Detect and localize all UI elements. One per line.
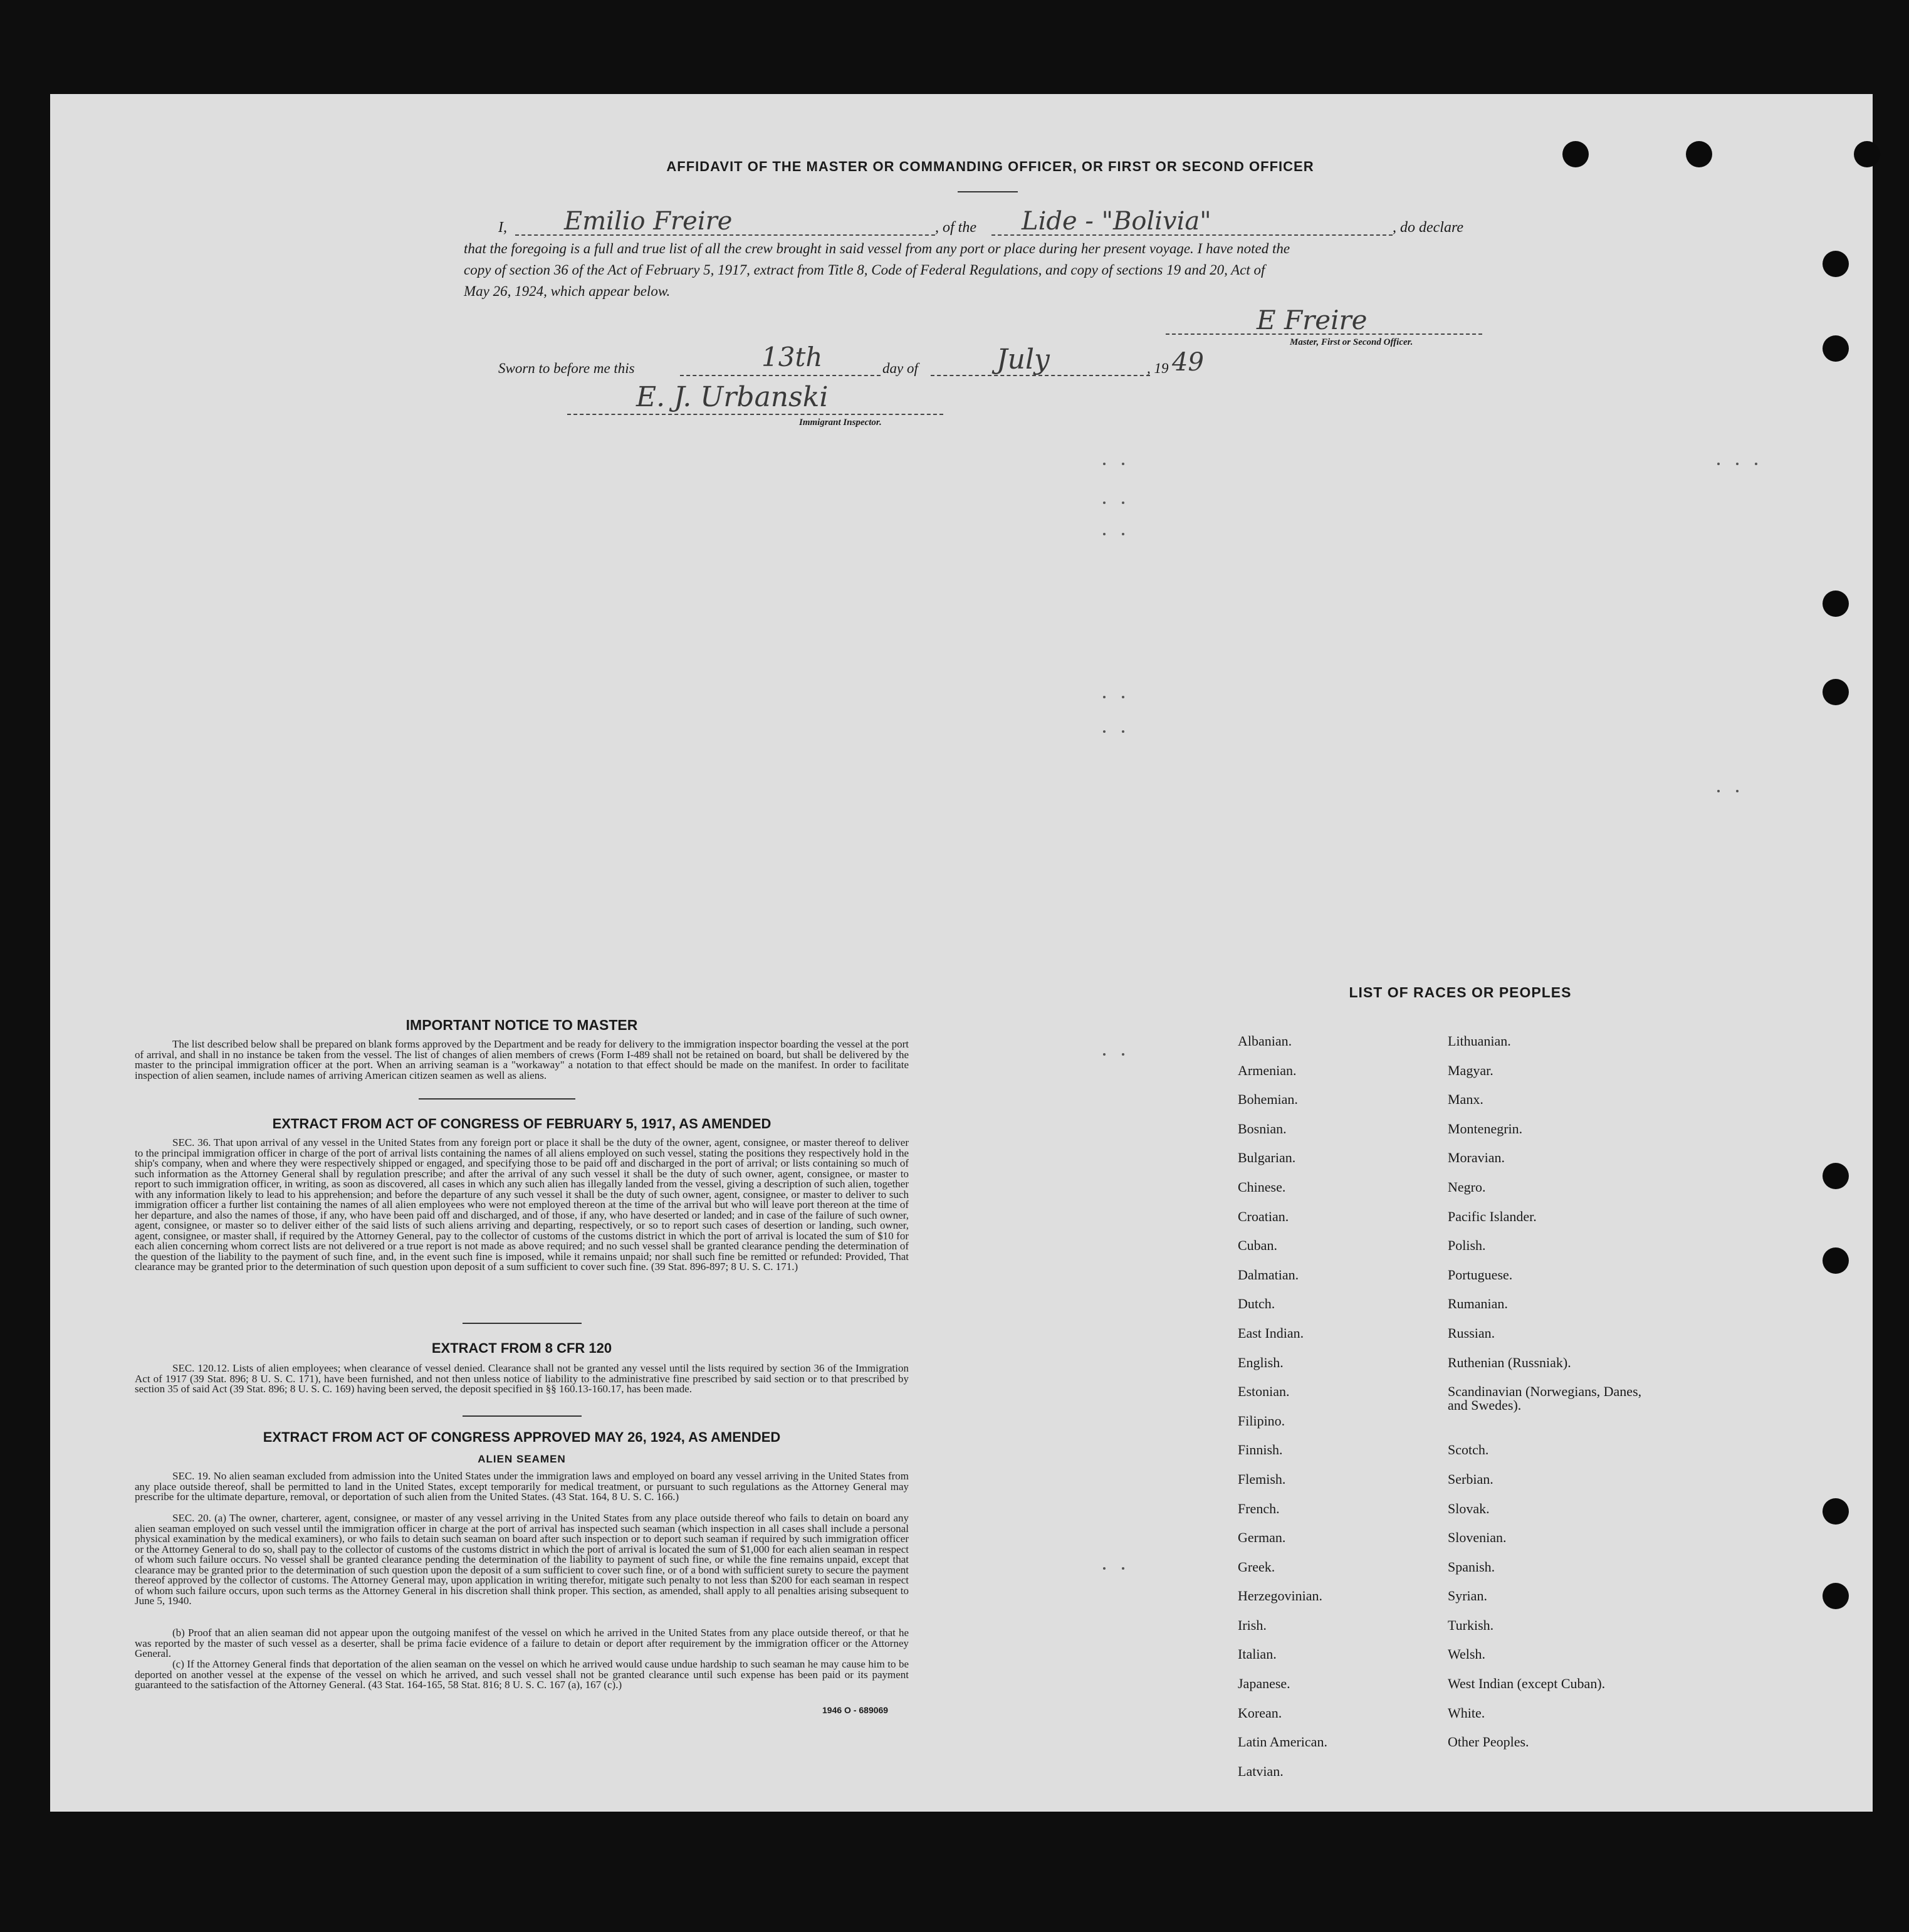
people-item: French. bbox=[1238, 1500, 1280, 1516]
affidavit-title: AFFIDAVIT OF THE MASTER OR COMMANDING OFFICER, OR FIRST OR SECOND OFFICER bbox=[666, 159, 1314, 174]
people-item: Finnish. bbox=[1238, 1442, 1283, 1458]
people-item: Turkish. bbox=[1448, 1617, 1494, 1633]
extract-cfr-body: SEC. 120.12. Lists of alien employees; when clearance of vessel denied. Clearance shall not be granted any vessel until the lists required by section 36 of the Immigration Act of 1917 (39 Stat. 896; 8 U. S. C. 171), have been furnished, and not then unless notice of liability to the administrative fine prescribed by said section or to that prescribed by section 35 of said Act (39 Stat. 896; 8 U. S. C. 169) having been served, the deposit specified in §§ 160.13-160.17, has been made. bbox=[135, 1362, 909, 1395]
people-item: Estonian. bbox=[1238, 1383, 1290, 1400]
divider bbox=[463, 1415, 582, 1417]
affidavit-line1-suffix: , do declare bbox=[1393, 219, 1464, 236]
vessel-name-handwritten: Lide - "Bolivia" bbox=[1022, 207, 1211, 236]
people-item: Syrian. bbox=[1448, 1588, 1487, 1604]
people-item: Cuban. bbox=[1238, 1237, 1277, 1254]
people-item: Flemish. bbox=[1238, 1471, 1286, 1487]
affidavit-body-line1: that the foregoing is a full and true list of all the crew brought in said vessel from any port or place during her present voyage. I have noted the bbox=[464, 241, 1290, 256]
sworn-year-prefix: , 19 bbox=[1147, 360, 1169, 376]
punch-hole bbox=[1823, 1583, 1849, 1609]
people-item: Armenian. bbox=[1238, 1062, 1297, 1078]
extract-1924-sec20c: (c) If the Attorney General finds that deportation of the alien seaman on the vessel on which he arrived would cause undue hardship to such seaman he may cause him to be deported on another vessel at the expense of the vessel on which he arrived, and such vessel shall not be granted clearance until such expense has been paid or its payment guaranteed to the satisfaction of the Attorney General. (43 Stat. 164-165, 58 Stat. 816; 8 U. S. C. 167 (a), 167 (c).) bbox=[135, 1658, 909, 1691]
people-item: Lithuanian. bbox=[1448, 1033, 1511, 1049]
people-item: Rumanian. bbox=[1448, 1296, 1508, 1312]
peoples-column-2 bbox=[1448, 1034, 1655, 1765]
inspector-caption: Immigrant Inspector. bbox=[799, 417, 882, 428]
sworn-year-handwritten: 49 bbox=[1172, 348, 1204, 377]
people-item: Serbian. bbox=[1448, 1471, 1493, 1487]
people-item: Scotch. bbox=[1448, 1442, 1489, 1458]
people-item: Pacific Islander. bbox=[1448, 1208, 1537, 1224]
master-signature: E Freire bbox=[1257, 305, 1368, 335]
people-item: German. bbox=[1238, 1530, 1286, 1546]
affidavit-line1-prefix: I, bbox=[498, 219, 507, 236]
affidavit-body-line2: copy of section 36 of the Act of February 5, 1917, extract from Title 8, Code of Federal Regulations, and copy of sections 19 and 20, Act of bbox=[464, 262, 1265, 278]
sworn-day-of: day of bbox=[882, 360, 918, 376]
people-item: Magyar. bbox=[1448, 1062, 1493, 1078]
affidavit-line1-mid: , of the bbox=[935, 219, 976, 236]
extract-1924-sec20b: (b) Proof that an alien seaman did not appear upon the outgoing manifest of the vessel on which he arrived in the United States from any place outside thereof, or that he was reported by the master of such vessel as a deserter, shall be prima facie evidence of a failure to detain or deport after requirement by the immigration officer or the Attorney General. bbox=[135, 1627, 909, 1659]
extract-cfr-title: EXTRACT FROM 8 CFR 120 bbox=[431, 1340, 612, 1356]
people-item: White. bbox=[1448, 1704, 1485, 1721]
people-item: Scandinavian (Norwegians, Danes, and Swedes). bbox=[1448, 1383, 1642, 1414]
extract-1924-title: EXTRACT FROM ACT OF CONGRESS APPROVED MAY 26, 1924, AS AMENDED bbox=[263, 1429, 781, 1445]
master-name-handwritten: Emilio Freire bbox=[564, 207, 733, 236]
punch-hole bbox=[1823, 1247, 1849, 1274]
punch-hole bbox=[1854, 141, 1880, 167]
people-item: Negro. bbox=[1448, 1179, 1486, 1195]
inspector-signature: E. J. Urbanski bbox=[636, 381, 829, 413]
extract-1917-body: SEC. 36. That upon arrival of any vessel in the United States from any foreign port or place it shall be the duty of the owner, agent, consignee, or master thereof to deliver to the principal immigration officer in charge of the port of arrival lists containing the names of all aliens employed on such vessel, stating the positions they respectively hold in the ship's company, when and where they were respectively shipped or engaged, and specifying those to be paid off and discharged in the port of arrival; or lists containing so much of such information as the Attorney General shall by regulation prescribe; and after the arrival of any such vessel it shall be the duty of such owner, agent, consignee, or master to report to such immigration officer, in writing, as soon as discovered, all cases in which any such alien has illegally landed from the vessel, giving a description of such alien, together with any information likely to lead to his apprehension; and before the departure of any such vessel it shall be the duty of such owner, agent, consignee, or master to deliver to such immigration officer a further list containing the names of all alien employees who were not employed thereon at the time of the arrival but who will leave port thereon at the time of her departure, and also the names of those, if any, who have been paid off and discharged, and of those, if any, who have deserted or landed; and in case of the failure of such owner, agent, consignee, or master so to deliver either of the said lists of such aliens arriving and departing, respectively, or so to report such cases of desertion or landing, such owner, agent, consignee, or master shall, if required by the Attorney General, pay to the collector of customs of the customs district in which the port of arrival is located the sum of $10 for each alien concerning whom correct lists are not delivered or a true report is not made as above required; and no such vessel shall be granted clearance pending the determination of the question of the liability to the payment of such fine, and, in the event such fine is imposed, while it remains unpaid; nor shall such fine be remitted or refunded: Provided, That clearance may be granted prior to the determination of such question upon deposit of a sum sufficient to cover such fine. (39 Stat. 896-897; 8 U. S. C. 171.) bbox=[135, 1137, 909, 1273]
people-item: Japanese. bbox=[1238, 1676, 1290, 1692]
people-item: Portuguese. bbox=[1448, 1266, 1513, 1283]
people-item: Latin American. bbox=[1238, 1734, 1327, 1750]
punch-hole bbox=[1823, 591, 1849, 617]
punch-hole bbox=[1823, 335, 1849, 362]
extract-1917-title: EXTRACT FROM ACT OF CONGRESS OF FEBRUARY 5, 1917, AS AMENDED bbox=[272, 1116, 771, 1131]
punch-hole bbox=[1823, 679, 1849, 705]
peoples-title: LIST OF RACES OR PEOPLES bbox=[1349, 984, 1572, 1000]
punch-hole bbox=[1823, 1498, 1849, 1525]
people-item: Manx. bbox=[1448, 1091, 1483, 1108]
master-caption: Master, First or Second Officer. bbox=[1290, 337, 1413, 347]
people-item: Dalmatian. bbox=[1238, 1266, 1299, 1283]
people-item: Korean. bbox=[1238, 1704, 1282, 1721]
inspector-signature-line bbox=[567, 414, 943, 415]
divider bbox=[463, 1323, 582, 1324]
affidavit-body-line3: May 26, 1924, which appear below. bbox=[464, 283, 671, 299]
people-item: Filipino. bbox=[1238, 1412, 1285, 1429]
people-item: Slovenian. bbox=[1448, 1530, 1507, 1546]
divider bbox=[419, 1098, 575, 1100]
people-item: Welsh. bbox=[1448, 1646, 1485, 1662]
people-item: English. bbox=[1238, 1354, 1284, 1370]
people-item: Moravian. bbox=[1448, 1150, 1505, 1166]
sworn-month-handwritten: July bbox=[996, 344, 1050, 375]
notice-body: The list described below shall be prepared on blank forms approved by the Department and be ready for delivery to the immigration inspector boarding the vessel at the port of arrival, and shall in no instance be taken from the vessel. The list of changes of alien members of crews (Form I-489 shall not be retained on board, but shall be delivered by the master to the principal immigration officer at the port. When an arriving seaman is a "workaway" a notation to that effect should be made on the manifest. In order to facilitate inspection of alien seamen, include names of arriving American citizen seamen as well as aliens. bbox=[135, 1038, 909, 1081]
people-item: Italian. bbox=[1238, 1646, 1277, 1662]
punch-hole bbox=[1823, 1163, 1849, 1189]
sworn-day-line bbox=[680, 375, 881, 376]
extract-1924-sec20a: SEC. 20. (a) The owner, charterer, agent, consignee, or master of any vessel arriving in the United States from any place outside thereof who fails to detain on board any alien seaman employed on such vessel until the immigration officer in charge at the port of arrival has inspected such seaman (which inspection in all cases shall include a personal physical examination by the medical examiners), or who fails to detain such seaman on board after such inspection or to deport such seaman if required by such immigration officer or the Attorney General to do so, shall pay to the collector of customs of the customs district in which the port of arrival is located the sum of $1,000 for each alien seaman in respect of whom such failure occurs. No vessel shall be granted clearance pending the determination of the liability to payment of such fine, or while the fine remains unpaid, except that clearance may be granted prior to the determination of such question upon the deposit of a sum sufficient to cover such fine, or of a bond with sufficient surety to secure the payment thereof approved by the collector of customs. The Attorney General may, upon application in writing therefor, mitigate such penalty to not less than $200 for each seaman in respect of whom such failure occurs, upon such terms as the Attorney General in his discretion shall think proper. This section, as amended, shall apply to all penalties arising subsequent to June 5, 1940. bbox=[135, 1512, 909, 1607]
people-item: West Indian (except Cuban). bbox=[1448, 1676, 1606, 1692]
punch-hole bbox=[1686, 141, 1712, 167]
print-code: 1946 O - 689069 bbox=[822, 1705, 889, 1715]
extract-1924-subtitle: ALIEN SEAMEN bbox=[478, 1453, 566, 1465]
people-item: Greek. bbox=[1238, 1558, 1275, 1575]
notice-title: IMPORTANT NOTICE TO MASTER bbox=[405, 1017, 638, 1033]
people-item: Polish. bbox=[1448, 1237, 1486, 1254]
people-item: Bohemian. bbox=[1238, 1091, 1298, 1108]
people-item: East Indian. bbox=[1238, 1325, 1304, 1341]
people-item: Dutch. bbox=[1238, 1296, 1275, 1312]
people-item: Montenegrin. bbox=[1448, 1120, 1523, 1137]
punch-hole bbox=[1823, 251, 1849, 277]
people-item: Ruthenian (Russniak). bbox=[1448, 1354, 1571, 1370]
people-item: Croatian. bbox=[1238, 1208, 1289, 1224]
divider bbox=[958, 191, 1018, 192]
extract-1924-sec19: SEC. 19. No alien seaman excluded from admission into the United States under the immigration laws and employed on board any vessel arriving in the United States from any place outside thereof, shall be permitted to land in the United States, except temporarily for medical treatment, or pursuant to such regulations as the Attorney General may prescribe for the ultimate departure, removal, or deportation of such alien from the United States. (43 Stat. 164, 8 U. S. C. 166.) bbox=[135, 1470, 909, 1503]
people-item: Other Peoples. bbox=[1448, 1734, 1529, 1750]
people-item: Albanian. bbox=[1238, 1033, 1292, 1049]
peoples-column-1 bbox=[1238, 1034, 1438, 1793]
people-item: Latvian. bbox=[1238, 1763, 1284, 1779]
people-item: Irish. bbox=[1238, 1617, 1267, 1633]
people-item: Spanish. bbox=[1448, 1558, 1495, 1575]
sworn-day-handwritten: 13th bbox=[761, 342, 823, 372]
people-item: Herzegovinian. bbox=[1238, 1588, 1322, 1604]
people-item: Bosnian. bbox=[1238, 1120, 1287, 1137]
people-item: Chinese. bbox=[1238, 1179, 1286, 1195]
people-item: Bulgarian. bbox=[1238, 1150, 1296, 1166]
people-item: Russian. bbox=[1448, 1325, 1495, 1341]
people-item: Slovak. bbox=[1448, 1500, 1490, 1516]
sworn-prefix: Sworn to before me this bbox=[498, 360, 635, 376]
punch-hole bbox=[1562, 141, 1589, 167]
